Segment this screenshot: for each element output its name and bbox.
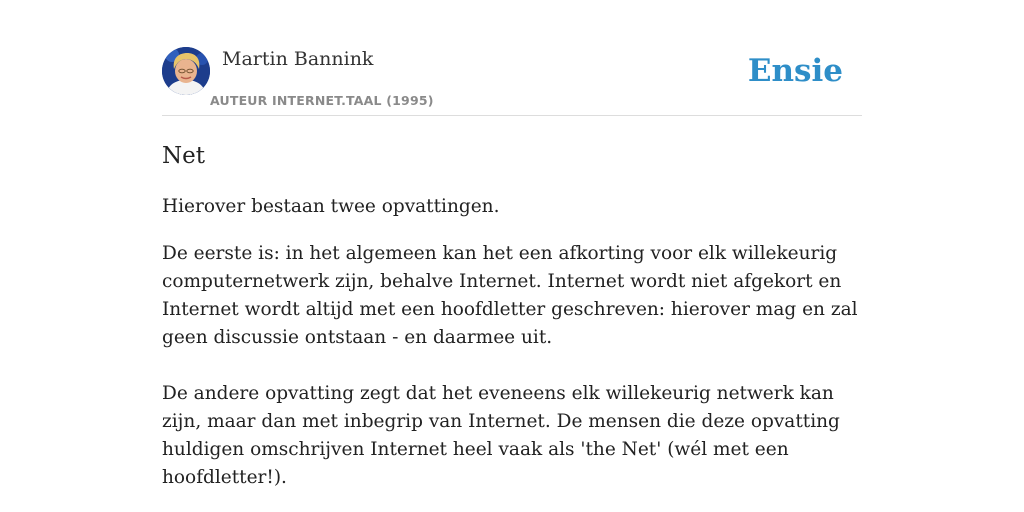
entry-paragraph: De eerste is: in het algemeen kan het een afkorting voor elk willekeurig computernetwerk zijn, behalve Internet. Internet wordt niet afgekort en Internet wordt altijd met een hoofdletter geschreven: hierover mag en zal geen discussie ontstaan - en daarmee uit.: [162, 243, 858, 348]
entry-paragraph: Hierover bestaan twee opvattingen.: [162, 196, 500, 217]
entry-title: Net: [162, 143, 205, 169]
author-name[interactable]: Martin Bannink: [222, 48, 374, 70]
entry-header: [162, 46, 862, 116]
author-role: AUTEUR INTERNET.TAAL (1995): [210, 93, 434, 108]
entry-card: [162, 46, 862, 492]
ensie-logo[interactable]: Ensie: [747, 53, 843, 89]
author-avatar[interactable]: [162, 47, 210, 95]
entry-paragraph: De andere opvatting zegt dat het eveneens elk willekeurig netwerk kan zijn, maar dan met inbegrip van Internet. De mensen die deze opvatting huldigen omschrijven Internet heel vaak als 'the Net' (wél met een hoofdletter!).: [162, 383, 840, 488]
